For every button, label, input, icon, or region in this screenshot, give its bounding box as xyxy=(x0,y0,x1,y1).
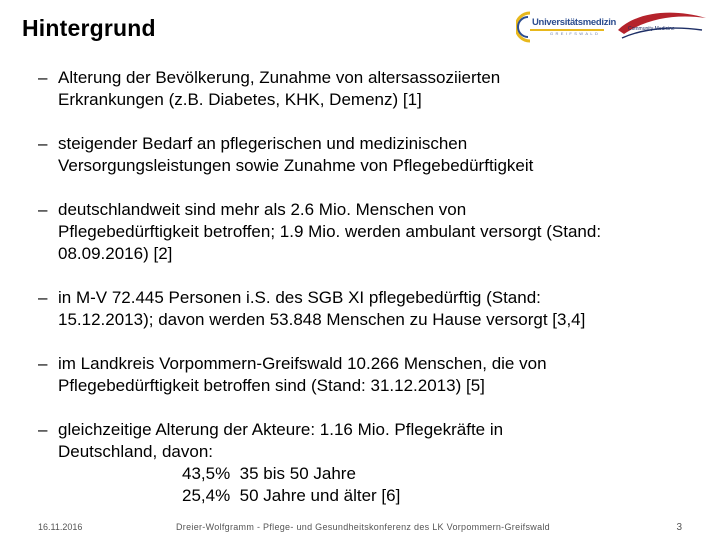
bullet-marker: – xyxy=(38,288,48,307)
bullet-item xyxy=(38,287,708,331)
bullet-line: in M-V 72.445 Personen i.S. des SGB XI pflegebedürftig (Stand: xyxy=(58,288,541,307)
bullet-line: Pflegebedürftigkeit betroffen; 1.9 Mio. werden ambulant versorgt (Stand: xyxy=(58,222,602,241)
bullet-item xyxy=(38,353,708,397)
bullet-item xyxy=(38,67,708,111)
footer-date: 16.11.2016 xyxy=(38,522,83,532)
slide-title: Hintergrund xyxy=(22,15,156,41)
bullet-item xyxy=(38,199,708,265)
bullet-line: 15.12.2013); davon werden 53.848 Menschen zu Hause versorgt [3,4] xyxy=(58,310,586,329)
bullet-line: Versorgungsleistungen sowie Zunahme von Pflegebedürftigkeit xyxy=(58,156,534,175)
logo-group xyxy=(516,8,708,48)
bullet-line: Pflegebedürftigkeit betroffen sind (Stand: 31.12.2013) [5] xyxy=(58,376,485,395)
bullet-line: 08.09.2016) [2] xyxy=(58,244,173,263)
bullet-list xyxy=(38,67,708,507)
bullet-line: im Landkreis Vorpommern-Greifswald 10.266 Menschen, die von xyxy=(58,354,547,373)
bullet-marker: – xyxy=(38,200,48,219)
bullet-subline: 43,5% 35 bis 50 Jahre xyxy=(182,464,356,483)
bullet-marker: – xyxy=(38,68,48,87)
university-logo-text: Universitätsmedizin xyxy=(532,17,617,28)
university-logo-subtext: GREIFSWALD xyxy=(550,31,601,36)
bullet-line: gleichzeitige Alterung der Akteure: 1.16 Mio. Pflegekräfte in xyxy=(58,420,504,439)
community-medicine-logo xyxy=(614,10,708,44)
bullet-subline: 25,4% 50 Jahre und älter [6] xyxy=(182,486,401,505)
bullet-line: Deutschland, davon: xyxy=(58,442,213,461)
bullet-item xyxy=(38,419,708,507)
university-medicine-logo xyxy=(516,8,617,46)
bullet-line: deutschlandweit sind mehr als 2.6 Mio. Menschen von xyxy=(58,200,467,219)
bullet-line: steigender Bedarf an pflegerischen und medizinischen xyxy=(58,134,468,153)
bullet-line: Alterung der Bevölkerung, Zunahme von altersassoziierten xyxy=(58,68,501,87)
bullet-marker: – xyxy=(38,354,48,373)
footer-title: Dreier-Wolfgramm - Pflege- und Gesundheitskonferenz des LK Vorpommern-Greifswald xyxy=(176,522,550,532)
page-number: 3 xyxy=(676,522,682,533)
bullet-line: Erkrankungen (z.B. Diabetes, KHK, Demenz) [1] xyxy=(58,90,422,109)
bullet-marker: – xyxy=(38,420,48,439)
bullet-marker: – xyxy=(38,134,48,153)
community-logo-text: Community Medicine xyxy=(628,26,675,32)
bullet-item xyxy=(38,133,708,177)
